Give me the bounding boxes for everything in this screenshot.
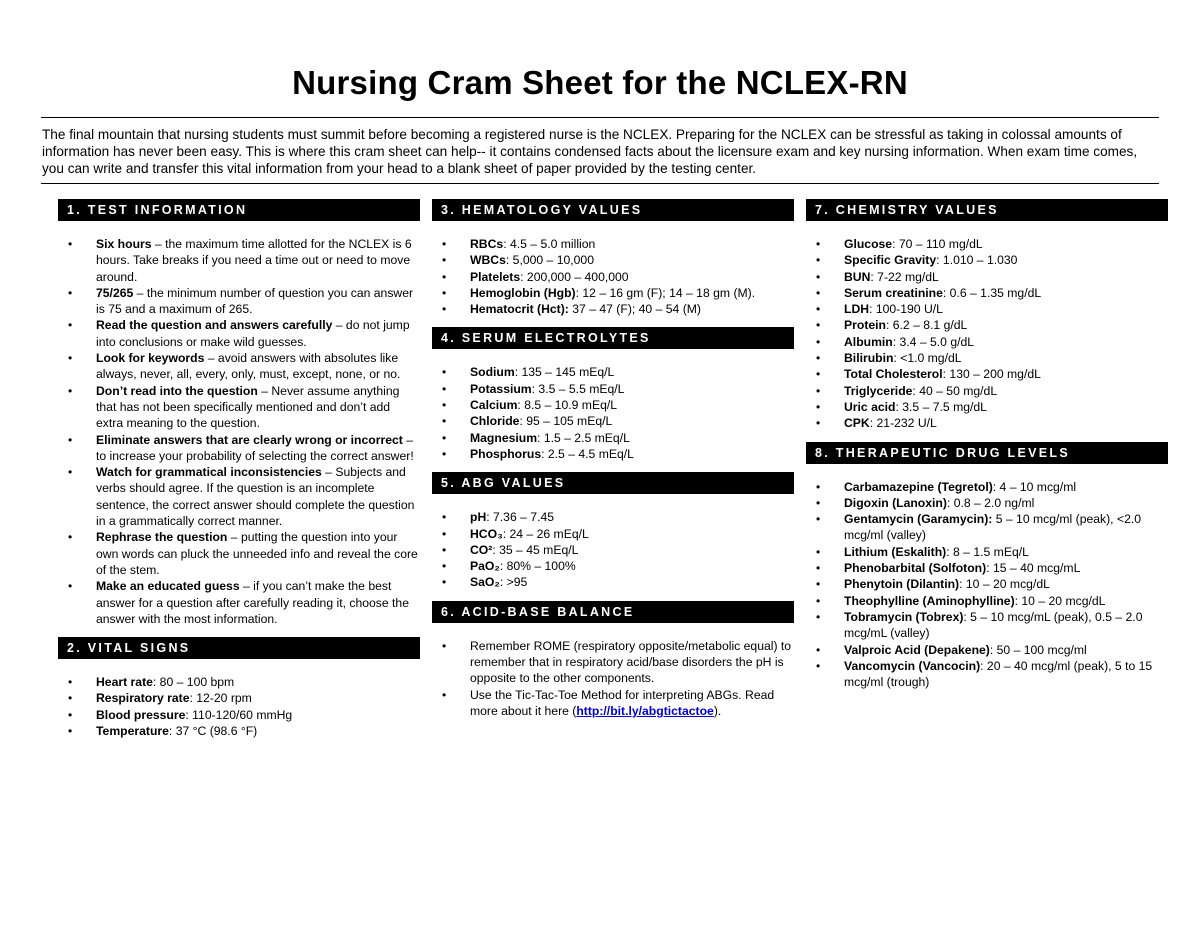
item-label: Glucose bbox=[844, 237, 893, 251]
list-item bbox=[432, 413, 792, 429]
item-label: Eliminate answers that are clearly wrong or incorrect bbox=[96, 432, 403, 447]
page-title: Nursing Cram Sheet for the NCLEX-RN bbox=[292, 64, 908, 101]
list-item bbox=[806, 479, 1166, 495]
item-label: Lithium (Eskalith) bbox=[844, 544, 947, 559]
item-label: Hemoglobin (Hgb) bbox=[470, 285, 576, 300]
item-label: Magnesium bbox=[470, 430, 538, 445]
item-label: Platelets bbox=[470, 269, 521, 284]
item-value: : 35 – 45 mEq/L bbox=[492, 542, 579, 557]
list-item bbox=[432, 430, 792, 446]
item-value: : 24 – 26 mEq/L bbox=[502, 526, 589, 541]
item-value: : 10 – 20 mcg/dL bbox=[1014, 593, 1106, 608]
list-item bbox=[58, 690, 418, 706]
column-right bbox=[806, 199, 1166, 690]
item-value: : 1.5 – 2.5 mEq/L bbox=[537, 430, 630, 445]
list-item bbox=[432, 446, 792, 462]
item-label: Carbamazepine (Tegretol) bbox=[844, 479, 993, 494]
item-value: : 2.5 – 4.5 mEq/L bbox=[541, 446, 634, 461]
item-value: – the maximum time allotted for the NCLEX is 6 hours. Take breaks if you need a time out or need to move around. bbox=[96, 237, 412, 284]
acid-base-list bbox=[432, 638, 792, 719]
list-item bbox=[58, 432, 418, 465]
item-label: Gentamycin (Garamycin): bbox=[844, 512, 993, 527]
item-value: : 20 – 40 mcg/ml (peak), 5 to 15 mcg/ml (trough) bbox=[844, 658, 1153, 690]
abg-tictactoe-link[interactable]: http://bit.ly/abgtictactoe bbox=[576, 703, 714, 718]
item-value: : 40 – 50 mg/dL bbox=[912, 383, 998, 398]
list-item bbox=[806, 495, 1166, 511]
item-label: Rephrase the question bbox=[96, 530, 228, 545]
column-left bbox=[58, 199, 418, 739]
section-heading-acid-base: 6. ACID-BASE BALANCE bbox=[432, 601, 794, 623]
vital-signs-list bbox=[58, 674, 418, 739]
item-value: : 95 – 105 mEq/L bbox=[519, 414, 613, 429]
chemistry-list bbox=[806, 236, 1166, 432]
list-item bbox=[432, 558, 792, 574]
item-value: : 21-232 U/L bbox=[869, 416, 937, 431]
item-label: Sodium bbox=[470, 365, 515, 380]
item-value: – if you can’t make the best answer for a question after carefully reading it, choose the answer with the most information. bbox=[96, 579, 409, 626]
item-label: PaO₂ bbox=[470, 559, 500, 574]
item-value: – to increase your probability of selecting the correct answer! bbox=[96, 432, 414, 463]
item-label: Phosphorus bbox=[470, 446, 542, 461]
test-information-list bbox=[58, 236, 418, 627]
list-item bbox=[806, 593, 1166, 609]
item-value: : 4 – 10 mcg/ml bbox=[992, 479, 1077, 494]
list-item bbox=[806, 269, 1166, 285]
item-label: Blood pressure bbox=[96, 707, 186, 722]
list-item bbox=[432, 381, 792, 397]
section-heading-test-information: 1. TEST INFORMATION bbox=[58, 199, 420, 221]
item-label: Uric acid bbox=[844, 399, 896, 414]
item-label: SaO₂ bbox=[470, 575, 500, 590]
item-label: RBCs bbox=[470, 237, 504, 251]
item-label: pH bbox=[470, 510, 487, 525]
list-item bbox=[806, 383, 1166, 399]
item-value: : 130 – 200 mg/dL bbox=[942, 367, 1041, 382]
item-value: : 80% – 100% bbox=[499, 559, 576, 574]
acid-base-rome-text: Remember ROME (respiratory opposite/metabolic equal) to remember that in respiratory acid/base disorders the pH is opposite to the other components. bbox=[470, 638, 792, 686]
item-value: : 3.5 – 7.5 mg/dL bbox=[895, 399, 987, 414]
item-value: : 12 – 16 gm (F); 14 – 18 gm (M). bbox=[575, 285, 756, 300]
item-label: Respiratory rate bbox=[96, 691, 190, 706]
item-value: : 50 – 100 mcg/ml bbox=[989, 642, 1087, 657]
item-label: Look for keywords bbox=[96, 351, 205, 366]
item-value: : 15 – 40 mcg/mL bbox=[986, 561, 1081, 576]
item-label: 75/265 bbox=[96, 285, 134, 300]
list-item bbox=[806, 399, 1166, 415]
abg-values-list bbox=[432, 509, 792, 590]
item-value: : 7-22 mg/dL bbox=[870, 269, 939, 284]
item-value: – putting the question into your own words can pluck the unneeded info and reveal the core of the stem. bbox=[96, 530, 418, 577]
item-label: Albumin bbox=[844, 334, 893, 349]
item-label: Six hours bbox=[96, 237, 152, 251]
drug-levels-list bbox=[806, 479, 1166, 691]
item-value: : 110-120/60 mmHg bbox=[185, 707, 293, 722]
list-item bbox=[58, 529, 418, 578]
item-label: Valproic Acid (Depakene) bbox=[844, 642, 990, 657]
item-label: Heart rate bbox=[96, 675, 153, 690]
list-item bbox=[432, 574, 792, 590]
list-item bbox=[806, 334, 1166, 350]
list-item bbox=[806, 366, 1166, 382]
item-value: : 0.8 – 2.0 ng/ml bbox=[946, 495, 1035, 510]
item-label: BUN bbox=[844, 269, 871, 284]
list-item bbox=[806, 350, 1166, 366]
item-value: : 3.5 – 5.5 mEq/L bbox=[531, 381, 625, 396]
list-item bbox=[806, 560, 1166, 576]
item-label: Vancomycin (Vancocin) bbox=[844, 658, 981, 673]
list-item bbox=[806, 301, 1166, 317]
item-value: : 5,000 – 10,000 bbox=[505, 253, 594, 268]
list-item bbox=[58, 464, 418, 529]
item-value: : 4.5 – 5.0 million bbox=[503, 237, 596, 251]
hematology-list bbox=[432, 236, 792, 317]
item-value: : 0.6 – 1.35 mg/dL bbox=[942, 285, 1042, 300]
list-item bbox=[806, 236, 1166, 252]
item-label: HCO₃ bbox=[470, 526, 503, 541]
item-value: : <1.0 mg/dL bbox=[893, 351, 962, 366]
list-item bbox=[806, 609, 1166, 642]
list-item bbox=[58, 317, 418, 350]
list-item bbox=[806, 642, 1166, 658]
list-item bbox=[806, 252, 1166, 268]
item-value: : 200,000 – 400,000 bbox=[520, 269, 629, 284]
list-item bbox=[432, 269, 792, 285]
item-label: Watch for grammatical inconsistencies bbox=[96, 465, 322, 480]
list-item bbox=[432, 364, 792, 380]
item-label: Protein bbox=[844, 318, 886, 333]
item-label: CO² bbox=[470, 542, 493, 557]
column-middle bbox=[432, 199, 792, 719]
item-value: : 135 – 145 mEq/L bbox=[514, 365, 615, 380]
section-heading-chemistry: 7. CHEMISTRY VALUES bbox=[806, 199, 1168, 221]
list-item bbox=[58, 383, 418, 432]
item-label: Phenytoin (Dilantin) bbox=[844, 577, 960, 592]
item-label: Triglyceride bbox=[844, 383, 913, 398]
item-value: 37 – 47 (F); 40 – 54 (M) bbox=[568, 302, 701, 317]
item-label: Bilirubin bbox=[844, 351, 894, 366]
section-heading-drug-levels: 8. THERAPEUTIC DRUG LEVELS bbox=[806, 442, 1168, 464]
list-item bbox=[58, 707, 418, 723]
item-value: 5 – 10 mcg/ml (peak), <2.0 mcg/ml (valley) bbox=[844, 512, 1142, 543]
item-label: Tobramycin (Tobrex) bbox=[844, 609, 964, 624]
item-label: Phenobarbital (Solfoton) bbox=[844, 561, 987, 576]
item-value: – the minimum number of question you can answer is 75 and a maximum of 265. bbox=[96, 285, 414, 317]
item-label: Don’t read into the question bbox=[96, 383, 258, 398]
section-heading-vital-signs: 2. VITAL SIGNS bbox=[58, 637, 420, 659]
item-value: : 7.36 – 7.45 bbox=[486, 510, 555, 525]
item-label: Calcium bbox=[470, 398, 518, 413]
serum-electrolytes-list bbox=[432, 364, 792, 462]
item-label: CPK bbox=[844, 416, 870, 431]
list-item bbox=[432, 397, 792, 413]
item-label: Theophylline (Aminophylline) bbox=[844, 593, 1015, 608]
acid-base-tictactoe-text: Use the Tic-Tac-Toe Method for interpreting ABGs. Read more about it here ( bbox=[470, 687, 775, 718]
list-item bbox=[806, 658, 1166, 691]
item-value: : 100-190 U/L bbox=[869, 302, 943, 317]
list-item bbox=[58, 723, 418, 739]
item-label: Hematocrit (Hct): bbox=[470, 302, 569, 317]
list-item bbox=[432, 687, 792, 720]
list-item bbox=[432, 542, 792, 558]
item-value: : 3.4 – 5.0 g/dL bbox=[892, 334, 975, 349]
list-item bbox=[806, 415, 1166, 431]
list-item bbox=[432, 285, 792, 301]
item-value: : 5 – 10 mcg/mL (peak), 0.5 – 2.0 mcg/mL (valley) bbox=[844, 609, 1143, 641]
list-item bbox=[806, 511, 1166, 544]
item-label: Potassium bbox=[470, 381, 532, 396]
section-heading-hematology: 3. HEMATOLOGY VALUES bbox=[432, 199, 794, 221]
item-value: : 8.5 – 10.9 mEq/L bbox=[517, 398, 618, 413]
item-value: : >95 bbox=[499, 575, 528, 590]
item-label: Chloride bbox=[470, 414, 520, 429]
top-divider bbox=[41, 117, 1159, 118]
list-item bbox=[58, 285, 418, 318]
list-item bbox=[58, 236, 418, 285]
bottom-divider bbox=[41, 183, 1159, 184]
item-value: : 70 – 110 mg/dL bbox=[892, 237, 983, 251]
list-item bbox=[806, 317, 1166, 333]
item-value: : 12-20 rpm bbox=[189, 691, 252, 706]
intro-paragraph: The final mountain that nursing students must summit before becoming a registered nurse is the NCLEX. Preparing for the NCLEX can be stressful as taking in colossal amounts of information has never been easy. This is where this cram sheet can help-- it contains condensed facts about the licensure exam and key nursing information. When exam time comes, you can write and transfer this vital information from your head to a blank sheet of paper provided by the testing center. bbox=[42, 127, 1138, 176]
list-item bbox=[432, 638, 792, 687]
item-value: – avoid answers with absolutes like always, never, all, every, only, must, except, none, or no. bbox=[96, 351, 401, 382]
list-item bbox=[806, 285, 1166, 301]
item-value: : 37 °C (98.6 °F) bbox=[168, 724, 258, 739]
item-value: – Never assume anything that has not been specifically mentioned and don’t add extra meaning to the question. bbox=[96, 383, 400, 431]
list-item bbox=[432, 526, 792, 542]
list-item bbox=[432, 252, 792, 268]
item-value: : 6.2 – 8.1 g/dL bbox=[885, 318, 968, 333]
item-label: LDH bbox=[844, 302, 870, 317]
item-label: Digoxin (Lanoxin) bbox=[844, 495, 947, 510]
section-heading-abg-values: 5. ABG VALUES bbox=[432, 472, 794, 494]
item-label: WBCs bbox=[470, 253, 506, 268]
item-value: : 80 – 100 bpm bbox=[152, 675, 235, 690]
list-item bbox=[806, 576, 1166, 592]
item-label: Make an educated guess bbox=[96, 579, 240, 594]
item-label: Read the question and answers carefully bbox=[96, 318, 333, 333]
item-value: : 8 – 1.5 mEq/L bbox=[946, 544, 1029, 559]
section-heading-serum-electrolytes: 4. SERUM ELECTROLYTES bbox=[432, 327, 794, 349]
item-value: – do not jump into conclusions or make wild guesses. bbox=[96, 318, 410, 349]
list-item bbox=[58, 350, 418, 383]
list-item bbox=[806, 544, 1166, 560]
item-label: Serum creatinine bbox=[844, 285, 943, 300]
item-label: Total Cholesterol bbox=[844, 367, 943, 382]
list-item bbox=[58, 674, 418, 690]
list-item bbox=[432, 236, 792, 252]
list-item bbox=[432, 301, 792, 317]
item-value: : 10 – 20 mcg/dL bbox=[959, 577, 1050, 592]
acid-base-link-suffix: ). bbox=[713, 703, 722, 718]
list-item bbox=[432, 509, 792, 525]
list-item bbox=[58, 578, 418, 627]
item-value: – Subjects and verbs should agree. If the question is an incomplete sentence, the correct answer should complete the question in a grammatically correct manner. bbox=[96, 465, 415, 529]
item-label: Temperature bbox=[96, 724, 169, 739]
item-label: Specific Gravity bbox=[844, 253, 937, 268]
item-value: : 1.010 – 1.030 bbox=[936, 253, 1018, 268]
